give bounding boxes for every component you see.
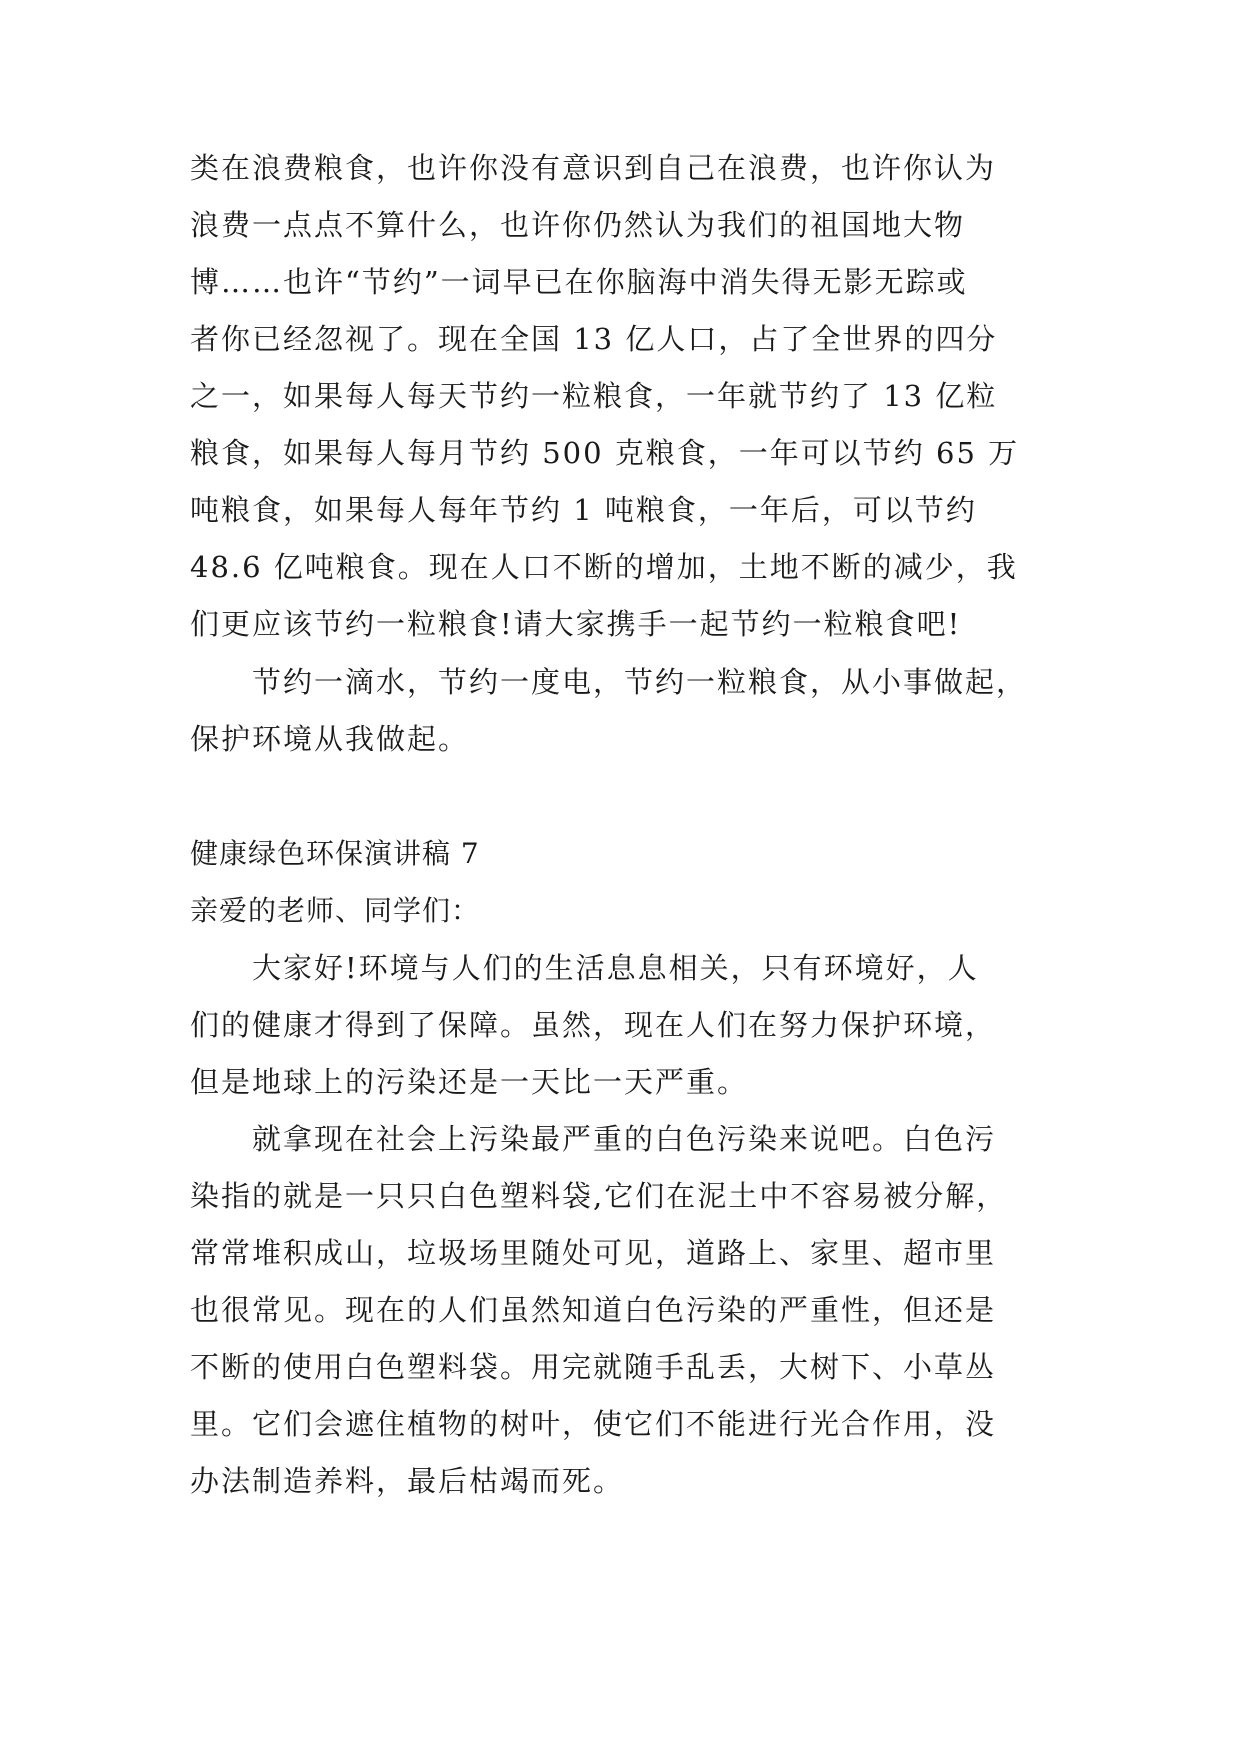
- text-line: 之一，如果每人每天节约一粒粮食，一年就节约了 13 亿粒: [190, 379, 998, 413]
- text-line: 节约一滴水，节约一度电，节约一粒粮食，从小事做起，: [252, 665, 1028, 699]
- text-line: 粮食，如果每人每月节约 500 克粮食，一年可以节约 65 万: [190, 436, 1020, 470]
- salutation: 亲爱的老师、同学们：: [190, 894, 481, 927]
- text-line: 办法制造养料，最后枯竭而死。: [190, 1464, 625, 1498]
- text-line: 类在浪费粮食，也许你没有意识到自己在浪费，也许你认为: [190, 151, 997, 185]
- text-line: 常常堆积成山，垃圾场里随处可见，道路上、家里、超市里: [190, 1236, 997, 1270]
- text-line: 者你已经忽视了。现在全国 13 亿人口，占了全世界的四分: [190, 322, 998, 356]
- text-line: 里。它们会遮住植物的树叶，使它们不能进行光合作用，没: [190, 1407, 997, 1441]
- text-line: 但是地球上的污染还是一天比一天严重。: [190, 1065, 749, 1099]
- section-title: 健康绿色环保演讲稿 7: [190, 837, 480, 870]
- text-line: 也很常见。现在的人们虽然知道白色污染的严重性，但还是: [190, 1293, 997, 1327]
- text-line: 48.6 亿吨粮食。现在人口不断的增加，土地不断的减少，我: [190, 550, 1018, 584]
- text-line: 们更应该节约一粒粮食!请大家携手一起节约一粒粮食吧!: [190, 607, 962, 641]
- text-line: 大家好!环境与人们的生活息息相关，只有环境好，人: [252, 951, 979, 985]
- text-line: 保护环境从我做起。: [190, 722, 470, 756]
- text-line: 就拿现在社会上污染最严重的白色污染来说吧。白色污: [252, 1122, 997, 1156]
- text-line: 不断的使用白色塑料袋。用完就随手乱丢，大树下、小草丛: [190, 1350, 997, 1384]
- text-line: 吨粮食，如果每人每年节约 1 吨粮食，一年后，可以节约: [190, 493, 977, 527]
- text-line: 浪费一点点不算什么，也许你仍然认为我们的祖国地大物: [190, 208, 966, 242]
- text-line: 染指的就是一只只白色塑料袋,它们在泥土中不容易被分解，: [190, 1179, 1008, 1213]
- text-line: 们的健康才得到了保障。虽然，现在人们在努力保护环境，: [190, 1008, 997, 1042]
- text-line: 博……也许“节约”一词早已在你脑海中消失得无影无踪或: [190, 265, 968, 299]
